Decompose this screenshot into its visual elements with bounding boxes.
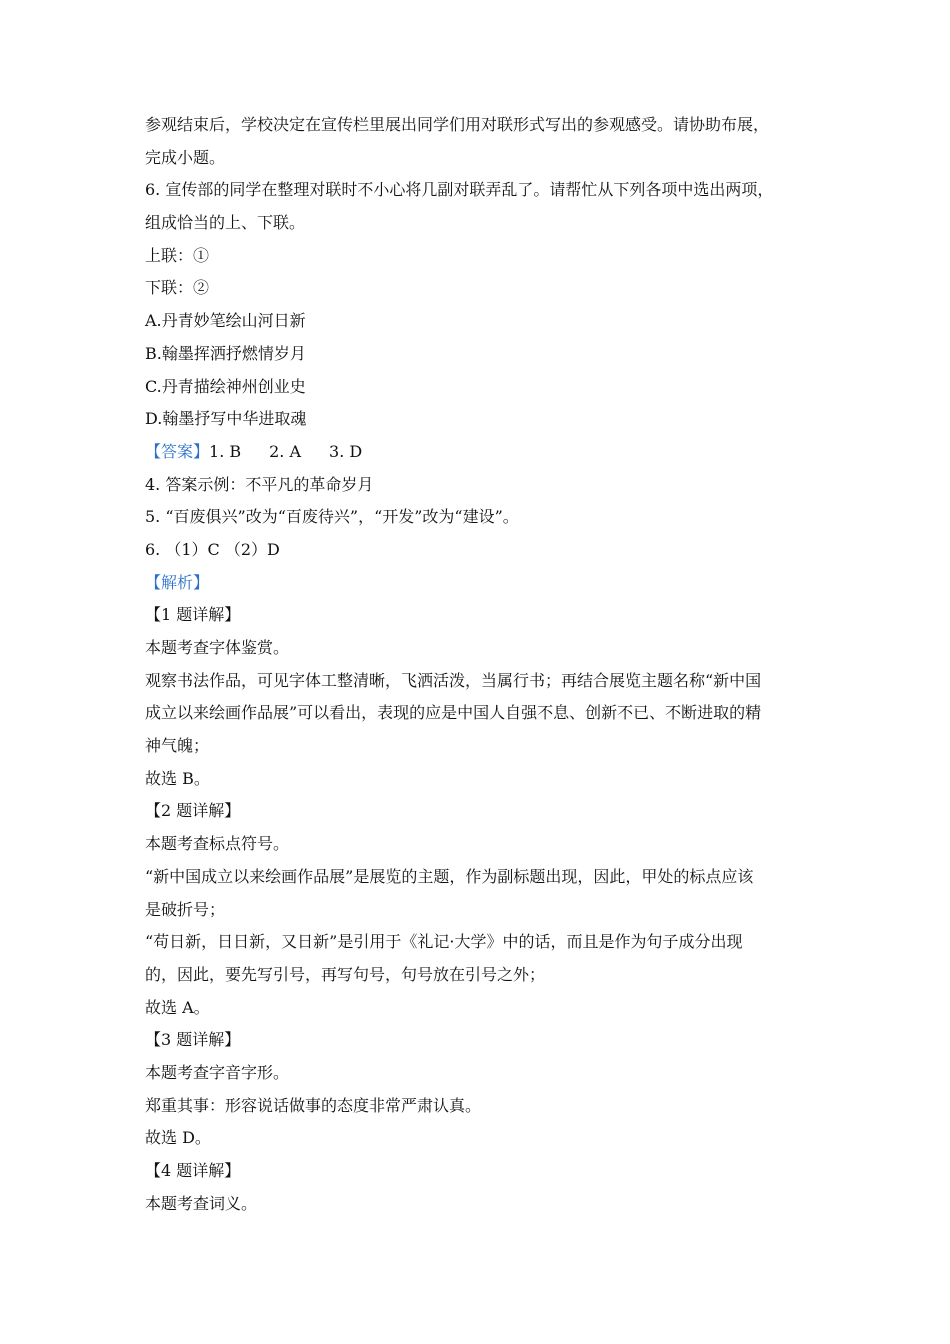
- answer-5: 5. “百废俱兴”改为“百废待兴”，“开发”改为“建设”。: [145, 507, 519, 527]
- upper-couplet-blank: 上联：①: [145, 245, 210, 265]
- q1-text: 观察书法作品，可见字体工整清晰，飞洒活泼，当属行书；再结合展览主题名称“新中国: [145, 670, 762, 690]
- q2-text: 故选 A。: [145, 997, 210, 1017]
- answer-tag: 【答案】: [145, 441, 210, 461]
- option-d: D.翰墨抒写中华进取魂: [145, 409, 307, 429]
- answer-3: 3. D: [329, 441, 363, 461]
- answer-2: 2. A: [269, 441, 302, 461]
- q2-text: 本题考查标点符号。: [145, 834, 290, 854]
- q1-text: 成立以来绘画作品展”可以看出，表现的应是中国人自强不息、创新不已、不断进取的精: [145, 703, 762, 723]
- question-6-line: 6. 宣传部的同学在整理对联时不小心将几副对联弄乱了。请帮忙从下列各项中选出两项，: [145, 180, 774, 200]
- q2-text: “新中国成立以来绘画作品展”是展览的主题，作为副标题出现，因此，甲处的标点应该: [145, 866, 754, 886]
- intro-line: 完成小题。: [145, 147, 226, 167]
- q2-heading: 【2 题详解】: [145, 801, 241, 821]
- q1-text: 故选 B。: [145, 768, 210, 788]
- q3-text: 故选 D。: [145, 1128, 211, 1148]
- option-b: B.翰墨挥洒抒燃情岁月: [145, 343, 306, 363]
- q2-text: “苟日新，日日新，又日新”是引用于《礼记·大学》中的话，而且是作为句子成分出现: [145, 932, 743, 952]
- q2-text: 是破折号；: [145, 899, 226, 919]
- q4-heading: 【4 题详解】: [145, 1161, 241, 1180]
- option-a: A.丹青妙笔绘山河日新: [145, 311, 306, 331]
- q2-text: 的，因此，要先写引号，再写句号，句号放在引号之外；: [145, 964, 546, 984]
- lower-couplet-blank: 下联：②: [145, 278, 210, 298]
- q1-text: 神气魄；: [145, 736, 210, 756]
- intro-line: 参观结束后，学校决定在宣传栏里展出同学们用对联形式写出的参观感受。请协助布展，: [145, 115, 770, 134]
- q3-text: 本题考查字音字形。: [145, 1062, 290, 1082]
- option-c: C.丹青描绘神州创业史: [145, 376, 306, 396]
- q3-text: 郑重其事：形容说话做事的态度非常严肃认真。: [145, 1095, 482, 1115]
- question-6-line: 组成恰当的上、下联。: [145, 213, 306, 233]
- q1-heading: 【1 题详解】: [145, 605, 241, 625]
- q4-text: 本题考查词义。: [145, 1193, 258, 1213]
- q3-heading: 【3 题详解】: [145, 1030, 241, 1050]
- document-body: [145, 109, 810, 1220]
- answer-6: 6. （1）C （2）D: [145, 539, 280, 559]
- answer-4: 4. 答案示例：不平凡的革命岁月: [145, 474, 374, 494]
- q1-text: 本题考查字体鉴赏。: [145, 638, 290, 657]
- answer-row: [145, 436, 810, 469]
- analysis-tag: 【解析】: [145, 572, 210, 592]
- answer-1: 1. B: [209, 441, 242, 461]
